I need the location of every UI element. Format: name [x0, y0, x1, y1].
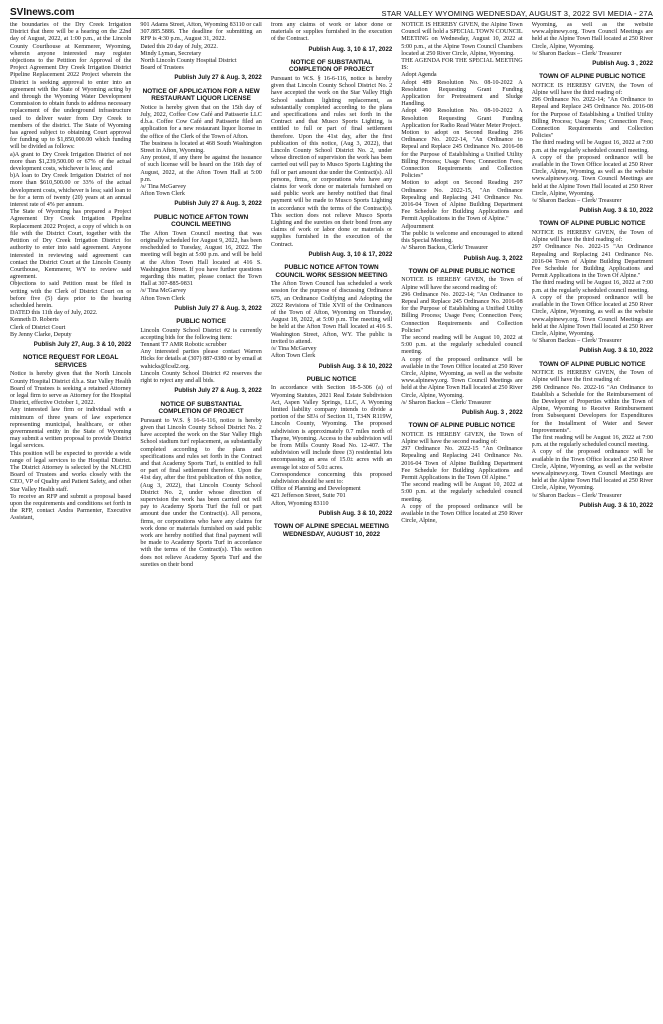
publish-dates: Publish Aug. 3 & 10, 2022	[579, 501, 654, 509]
notice-body	[10, 22, 131, 339]
notice-body	[401, 22, 522, 253]
notice-paragraph: NOTICE IS HEREBY GIVEN, the Town of Alpine will have the first reading of:	[531, 370, 654, 384]
notice-title: PUBLIC NOTICE	[176, 318, 226, 326]
legal-notice	[140, 214, 261, 312]
legal-notice	[532, 22, 653, 67]
notice-paragraph: Mindy Lyman, Secretary	[140, 50, 202, 57]
notice-paragraph: Tennant T7 AMR Robotic scrubber	[140, 342, 227, 349]
notice-paragraph: NOTICE IS HEREBY GIVEN, the Alpine Town Council will hold a SPECIAL TOWN COUNCIL MEETING on Wednesday, August 10, 2022 at 5:00 p.m., at the Alpine Town Council Chambers located at 250 River Circle, Alpine, Wyoming.	[401, 22, 523, 57]
notice-paragraph: 901 Adams Street, Afton, Wyoming 83110 or call 307.885.5886. The deadline for submitting an RFP is 4:30 p.m., August 31, 2022.	[140, 22, 262, 43]
notice-paragraph: b)A loan to Dry Creek Irrigation District of not more than $610,500.00 or 33% of the actual development costs, whichever is less; said loan to be for a term of twenty (20) years at an annual interest rate of 4% per annum.	[10, 173, 132, 209]
notice-paragraph: Any interested law firm or individual with a minimum of three years of law experience representing municipal, healthcare, or other governmental entity in the State of Wyoming may submit a written proposal to provide District legal services.	[10, 407, 132, 450]
legal-notice	[271, 523, 392, 538]
publish-dates: Publish July 27 & Aug. 3, 2022	[174, 200, 262, 208]
notice-body	[140, 418, 261, 569]
publish-dates: Publish July 27 & Aug. 3, 2022	[174, 304, 262, 312]
notice-paragraph: /s/ Sharon Backus – Clerk/ Treasurer	[401, 399, 492, 406]
legal-notice-columns	[10, 22, 653, 1020]
column-4	[401, 22, 522, 1020]
notice-body	[532, 22, 653, 58]
notice-paragraph: The Afton Town Council has scheduled a work session for the purpose of discussing Ordinance 675, an Ordinance Codifying and Adopting the 2022 Revisions of Title XVII of the Ordinances of the Town of Afton, Wyoming on Thursday, August 18, 2022, at 5:00 p.m. The meeting will be held at the Afton Town Hall located at 416 S. Washington Street, Afton, WY. The public is invited to attend.	[270, 281, 393, 345]
notice-paragraph: This position will be expected to provide a wide range of legal services to the Hospital District. The District Attorney is selected by the NLCHD Board of Trustees and works closely with the CEO, VP of Quality and Patient Safety, and other Star Valley Health staff.	[10, 450, 132, 493]
notice-title: PUBLIC NOTICE AFTON TOWN COUNCIL MEETING	[153, 213, 249, 229]
notice-body	[401, 432, 522, 526]
notice-paragraph: DATED this 11th day of July, 2022.	[10, 310, 98, 317]
notice-paragraph: NOTICE IS HEREBY GIVEN, the Town of Alpine will have the third reading of:	[531, 82, 654, 97]
notice-paragraph: NOTICE IS HEREBY GIVEN, the Town of Alpine will have the second reading of:	[401, 431, 523, 445]
notice-paragraph: Correspondence concerning this proposed subdivision should be sent to:	[270, 471, 393, 485]
column-3	[271, 22, 392, 1020]
notice-paragraph: Kenneth D. Roberts	[10, 317, 59, 324]
notice-title: NOTICE OF SUBSTANTIAL COMPLETION OF PROJECT	[288, 58, 375, 74]
notice-title: NOTICE REQUEST FOR LEGAL SERVICES	[22, 354, 119, 369]
notice-title: TOWN OF ALPINE PUBLIC NOTICE	[539, 360, 646, 368]
legal-notice	[401, 422, 522, 525]
notice-paragraph: /s/ Sharon Backus – Clerk/ Treasurer	[531, 492, 622, 499]
publish-dates: Publish Aug. 3 , 2022	[461, 408, 523, 416]
notice-title: TOWN OF ALPINE PUBLIC NOTICE	[539, 73, 646, 81]
notice-paragraph: Any protest, if any there be against the issuance of such license will be heard on the 16th day of August, 2022, at the Afton Town Hall at 5:00 p.m.	[140, 155, 262, 183]
publish-dates: Publish July 27 & Aug. 3, 2022	[174, 74, 262, 82]
notice-paragraph: A copy of the proposed ordinance will be available in the Town Office located at 250 River Circle, Alpine, Wyoming, as well as the website www.alpinewy.org. Town Council Meetings are held at the Alpine Town Hall located at 250 River Circle, Alpine, Wyoming.	[531, 294, 654, 337]
notice-paragraph: from any claims of work or labor done or materials or supplies furnished in the execution of the Contract.	[270, 22, 393, 43]
column-1	[10, 22, 131, 1020]
notice-paragraph: A copy of the proposed ordinance will be available in the Town Office located at 250 River Circle, Alpine,	[401, 503, 523, 525]
notice-paragraph: Board of Trustees	[140, 65, 184, 72]
legal-notice	[140, 401, 261, 569]
notice-paragraph: Motion to adopt on Second Reading 297 Ordinance No. 2022-15, "An Ordinance Repealing and Replacing 241 Ordinance No. 2016-04 Town of Alpine Building Department Fee Schedule for Building Applications and Permit Applications in the Town of Alpine."	[401, 180, 523, 223]
legal-notice	[10, 22, 131, 348]
publish-dates: Publish July 27, Aug. 3 & 10, 2022	[33, 340, 132, 348]
notice-paragraph: A copy of the proposed ordinance will be available in the Town Office located at 250 River Circle, Alpine, Wyoming, as well as the website www.alpinewy.org. Town Council Meetings are held at the Alpine Town Hall located at 250 River Circle, Alpine, Wyoming.	[401, 356, 523, 399]
legal-notice	[271, 264, 392, 370]
notice-paragraph: a)A grant to Dry Creek Irrigation District of not more than $1,239,500.00 or 67% of the actual development costs, whichever is less; and	[10, 151, 132, 173]
notice-body	[532, 230, 653, 345]
legal-notice	[140, 22, 261, 82]
notice-paragraph: The Afton Town Council meeting that was originally scheduled for August 9, 2022, has been rescheduled to Tuesday, August 16, 2022. The meeting will begin at 5:00 p.m. and will be held at the Afton Town Hall located at 416 S. Washington Street. If you have further questions regarding this matter, please contact the Town Hall at 307-885-9831	[140, 230, 262, 288]
notice-paragraph: By Jenny Clarke, Deputy	[10, 331, 72, 338]
column-5	[532, 22, 653, 1020]
publish-dates: Publish July 27 & Aug. 3, 2022	[174, 387, 262, 395]
column-2	[140, 22, 261, 1020]
notice-body	[271, 281, 392, 360]
notice-paragraph: Afton Town Clerk	[140, 295, 185, 302]
publish-dates: Publish Aug. 3 & 10, 2022	[318, 509, 393, 517]
notice-paragraph: In accordance with Section 18-5-306 (a) of Wyoming Statutes, 2021 Real Estate Subdivision Act, Aspen Valley Springs, LLC, A Wyoming limited liability company intends to divide a portion of the SE¼ of Section 11, T34N R119W, Lincoln County, Wyoming. The proposed subdivision is approximately 0.7 miles north of Thayne, Wyoming. Access to the subdivision will be from Mills County Road No. 12-407. The subdivision will include three (3) residential lots encompassing an area of 15.0± acres with an average lot size of 5.0± acres.	[270, 385, 393, 471]
notice-paragraph: Adopt 489 Resolution No. 08-10-2022 A Resolution Requesting Grant Funding Application for Pretreatment and Sludge Handling.	[401, 79, 523, 108]
notice-paragraph: NOTICE IS HEREBY GIVEN, the Town of Alpine will have the second reading of:	[401, 277, 523, 291]
notice-paragraph: Wyoming, as well as the website www.alpinewy.org. Town Council Meetings are held at the Alpine Town Hall located at 250 River Circle, Alpine, Wyoming.	[531, 22, 654, 50]
notice-paragraph: A copy of the proposed ordinance will be available in the Town Office located at 250 River Circle, Alpine, Wyoming, as well as the website www.alpinewy.org. Town Council Meetings are held at the Alpine Town Hall located at 250 River Circle, Alpine, Wyoming.	[531, 154, 654, 197]
notice-paragraph: Clerk of District Court	[10, 324, 66, 331]
notice-paragraph: Pursuant to W.S. § 16-6-116, notice is hereby given that Lincoln County School District No. 2 have accepted the work on the Star Valley High School stadium lighting replacement, as substantially completed according to the plans and specifications and rules set forth in the Contract and that Musco Sports Lighting, is entitled to full or part of final settlement therefore. Upon the 41st day, after the first publication of this notice, (Aug 3, 2022), that Lincoln County School District No. 2, under whose direction of supervision the work has been carried out will pay to Musco Sports Lighting the full or part amount due under the Contract(s). All persons, firms, or corporations who have any claims for work done or materials furnished on said public work are hereby notified that final payment will be made to Musco Sports Lighting in accordance with the terms of the Contract(s). This section does not relieve Musco Sports Lighting and the sureties on their bond from any claims of work or labor done or materials or supplies furnished in the execution of the Contract.	[270, 76, 393, 248]
notice-paragraph: A copy of the proposed ordinance will be available in the Town Office located at 250 River Circle, Alpine, Wyoming, as well as the website www.alpinewy.org. Town Council Meetings are held at the Alpine Town Hall located at 250 River Circle, Alpine, Wyoming.	[531, 449, 654, 492]
notice-body	[401, 277, 522, 407]
notice-paragraph: The business is located at 468 South Washington Street in Afton, Wyoming.	[140, 140, 262, 155]
notice-paragraph: 297 Ordinance No. 2022-15 "An Ordinance Repealing and Replacing 241 Ordinance No. 2016-04 Town of Alpine Building Department Fee Schedule for Building Applications and Permit Applications in the Town Of Alpine."	[401, 446, 523, 481]
notice-paragraph: Adopt 490 Resolution No. 08-10-2022 A Resolution Requesting Grant Funding Application for Radio Read Water Meter Project.	[401, 108, 523, 129]
notice-paragraph: Lincoln County School District #2 is currently accepting bids for the following item:	[140, 327, 262, 341]
publish-dates: Publish Aug. 3, 2022	[463, 254, 523, 262]
notice-title: PUBLIC NOTICE	[306, 375, 357, 383]
notice-body	[140, 105, 261, 199]
notice-paragraph: Objections to said Petition must be filed in writing with the Clerk of District Court on or before five (5) days prior to the hearing scheduled herein.	[10, 281, 132, 309]
notice-title: TOWN OF ALPINE SPECIAL MEETING WEDNESDAY, AUGUST 10, 2022	[273, 522, 390, 538]
notice-paragraph: THE AGENDA FOR THE SPECIAL MEETING IS:	[401, 58, 523, 72]
notice-paragraph: 296 Ordinance No. 2022-14; "An Ordinance to Repeal and Replace 245 Ordinance No. 2016-08 for the Purpose of Establishing a Unified Utility Billing Process; Usage Fees; Connection Fees; Connection Requirements and Collection Policies"	[401, 291, 523, 334]
notice-paragraph: the boundaries of the Dry Creek Irrigation District that there will be a hearing on the 22nd day of August, 2022, at 1:00 p.m., at the Lincoln County Courthouse at Kemmerer, Wyoming, wherein anyone interested may register objections to the Petition for Approval of the Project Agreement Dry Creek Irrigation District Pipeline Replacement 2022 Project wherein the District is seeking approval to enter into an agreement with the State of Wyoming acting by and through the Wyoming Water Development Commission to obtain funds to address necessary replacement of the underground infrastructure used to deliver water from Dry Creek to members of the district. The State of Wyoming has agreed subject to obtaining Court approval for funding up to $1,850,000.00 which funding will be divided as follows:	[10, 22, 132, 151]
notice-paragraph: Office of Planning and Development	[270, 486, 361, 493]
notice-paragraph: Afton Town Clerk	[270, 353, 316, 360]
notice-paragraph: Lincoln County School District #2 reserves the right to reject any and all bids.	[140, 370, 262, 385]
legal-notice	[10, 354, 131, 522]
legal-notice	[140, 88, 261, 208]
notice-paragraph: /s/ Sharon Backus – Clerk/ Treasurer	[531, 198, 622, 205]
notice-body	[140, 328, 261, 386]
legal-notice	[140, 318, 261, 394]
notice-paragraph: Adopt Agenda	[401, 72, 437, 79]
legal-notice	[271, 376, 392, 517]
notice-title: TOWN OF ALPINE PUBLIC NOTICE	[408, 267, 516, 275]
notice-paragraph: The third reading will be August 16, 2022 at 7:00 p.m. at the regularly scheduled council meeting.	[531, 280, 654, 294]
site-name: SVInews.com	[10, 7, 75, 18]
notice-body	[140, 22, 261, 72]
legal-notice	[271, 59, 392, 258]
notice-paragraph: Adjournment	[401, 223, 434, 230]
notice-paragraph: /s/ Sharon Backus – Clerk/ Treasurer	[531, 50, 622, 57]
notice-paragraph: Afton Town Clerk	[140, 191, 185, 198]
notice-title: TOWN OF ALPINE PUBLIC NOTICE	[408, 422, 516, 430]
notice-paragraph: /s/ Sharon Backus – Clerk/ Treasurer	[531, 338, 622, 345]
notice-paragraph: The State of Wyoming has prepared a Project Agreement Dry Creek Irrigation Pipeline Replacement 2022 Project, a copy of which is on file with the District Court, together with the Petition of Dry Creek Irrigation District for authority to enter into said agreement. Anyone interested in reviewing said agreement can contact the District Court at the Lincoln County Courthouse, Kemmerer, WY to review said agreement.	[10, 209, 132, 281]
notice-body	[271, 22, 392, 44]
notice-body	[271, 385, 392, 507]
publish-dates: Publish Aug. 3, 10 & 17, 2022	[308, 250, 393, 258]
notice-paragraph: /s/ Tina McGarvey	[140, 288, 187, 295]
notice-paragraph: 421 Jefferson Street, Suite 701	[270, 493, 346, 500]
notice-paragraph: Any interested parties please contact Warren Hicks for details at (307) 887-0380 or by email at wahicks@lcsd2.org.	[140, 349, 262, 370]
publish-dates: Publish Aug. 3 , 2022	[592, 60, 654, 68]
notice-body	[271, 76, 392, 249]
notice-paragraph: 296 Ordinance No. 2022-14; "An Ordinance to Repeal and Replace 245 Ordinance No. 2016-08 for the Purpose of Establishing a Unified Utility Billing Process; Usage Fees; Connection Fees; Connection Requirements and Collection Policies"	[531, 97, 654, 140]
notice-paragraph: 298 Ordinance No. 2022-16 "An Ordinance to Establish a Schedule for the Reimbursement of the Developer of Properties within the Town of Alpine, Wyoming to Receive Reimbursement from Subsequent Developers for Expenditures for the Installment of Water and Sewer Improvements".	[531, 384, 654, 434]
notice-paragraph: To receive an RFP and submit a proposal based upon the requirements and conditions set forth in the RFP, contact Andra Parmenter, Executive Assistant,	[10, 493, 132, 522]
notice-title: TOWN OF ALPINE PUBLIC NOTICE	[539, 220, 646, 228]
notice-title: NOTICE OF SUBSTANTIAL COMPLETION OF PROJECT	[158, 400, 244, 416]
notice-paragraph: NOTICE IS HEREBY GIVEN, the Town of Alpine will have the third reading of:	[531, 230, 654, 244]
notice-body	[10, 371, 131, 522]
legal-notice	[532, 73, 653, 214]
notice-title: NOTICE OF APPLICATION FOR A NEW RESTAURANT LIQUOR LICENSE	[142, 87, 260, 103]
publish-dates: Publish Aug. 3, 10 & 17, 2022	[308, 45, 393, 53]
notice-paragraph: The first reading will be August 16, 2022 at 7:00 p.m. at the regularly scheduled council meeting.	[531, 434, 654, 449]
legal-notice	[532, 361, 653, 509]
notice-paragraph: /s/ Tina McGarvey	[270, 346, 317, 353]
notice-paragraph: Motion to adopt on Second Reading 296 Ordinance No. 2022-14, "An Ordinance to Repeal and Replace 245 Ordinance No. 2016-08 for the Purpose of Establishing a Unified Utility Billing Process; Usage Fees; Connection Fees; Connection Requirements and Collection Policies"	[401, 130, 523, 180]
notice-paragraph: /s/ Tina McGarvey	[140, 184, 187, 191]
notice-paragraph: The second reading will be August 10, 2022 at 5:00 p.m. at the regularly scheduled council meeting.	[401, 482, 523, 503]
publish-dates: Publish Aug. 3 & 10, 2022	[318, 362, 393, 370]
notice-body	[532, 370, 653, 500]
issue-line: STAR VALLEY WYOMING WEDNESDAY, AUGUST 3, 2022 SVI MEDIA - 27A	[381, 9, 653, 18]
notice-paragraph: Dated this 20 day of July, 2022.	[140, 43, 218, 50]
notice-paragraph: North Lincoln County Hospital District	[140, 58, 237, 65]
notice-paragraph: /s/ Sharon Backus, Clerk/ Treasurer	[401, 245, 489, 252]
notice-paragraph: The second reading will be August 10, 2022 at 5:00 p.m. at the regularly scheduled council meeting.	[401, 334, 523, 356]
legal-notice	[532, 220, 653, 354]
notice-paragraph: 297 Ordinance No. 2022-15 "An Ordinance Repealing and Replacing 241 Ordinance No. 2016-04 Town of Alpine Building Department Fee Schedule for Building Applications and Permit Applications in the Town Of Alpine."	[531, 244, 654, 280]
notice-body	[140, 231, 261, 303]
notice-body	[532, 83, 653, 205]
publish-dates: Publish Aug. 3 & 10, 2022	[579, 347, 654, 355]
notice-paragraph: Pursuant to W.S. § 16-6-116, notice is hereby given that Lincoln County School District No. 2 have accepted the work on the Star Valley High School stadium turf replacement, as substantially completed according to the plans and specifications and rules set forth in the Contract and that Academy Sports Turf, is entitled to full or part of final settlement therefore. Upon the 41st day, after the first publication of this notice, (Aug 3, 2022), that Lincoln County School District No. 2, under whose direction of supervision the work has been carried out will pay to Academy Sports Turf the full or part amount due under the Contract(s). All persons, firms, or corporations who have any claims for work done or materials furnished on said public work are hereby notified that final payment will be made to Academy Sports Turf in accordance with the terms of the Contract(s). This section does not relieve Academy Sports Turf and the sureties on their bond	[140, 417, 262, 568]
page-header	[10, 4, 653, 19]
notice-title: PUBLIC NOTICE AFTON TOWN COUNCIL WORK SESSION MEETING	[275, 264, 388, 279]
legal-notice	[271, 22, 392, 53]
legal-notice	[401, 22, 522, 262]
notice-paragraph: Afton, Wyoming 83110	[270, 500, 329, 507]
publish-dates: Publish Aug. 3 & 10, 2022	[579, 207, 654, 215]
notice-paragraph: Notice is hereby given that on the 15th day of July, 2022, Coffee Cow Café and Patisserie LLC d.b.a. Coffee Cow Café and Patisserie filed an application for a new restaurant liquor license in the office of the Clerk of the Town of Afton.	[140, 104, 262, 140]
notice-paragraph: The public is welcome and encouraged to attend this Special Meeting.	[401, 230, 523, 245]
notice-paragraph: The third reading will be August 16, 2022 at 7:00 p.m. at the regularly scheduled council meeting.	[531, 140, 654, 154]
legal-notice	[401, 268, 522, 416]
notice-paragraph: Notice is hereby given that the North Lincoln County Hospital District d.b.a. Star Valley Health Board of Trustees is seeking a retained Attorney or legal firm to serve as Attorney for the Hospital District, effective October 1, 2022.	[10, 371, 132, 407]
